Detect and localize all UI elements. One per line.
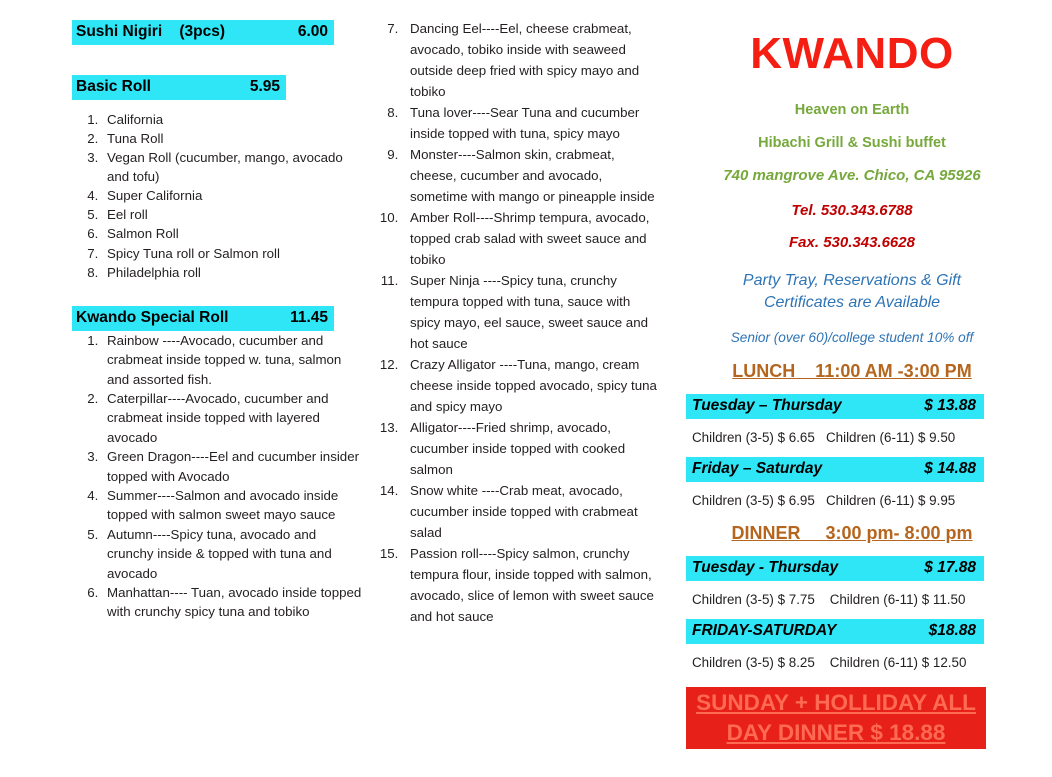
lunch-price-row-tuesday-thursday: [686, 394, 984, 419]
section-price: 5.95: [249, 77, 280, 95]
banner-line-1: SUNDAY + HOLLIDAY ALL: [696, 690, 976, 716]
price-label: $18.88: [928, 622, 976, 640]
children-price-row: Children (3-5) $ 7.75 Children (6-11) $ 11.50: [692, 592, 966, 608]
list-item: 11. Super Ninja ----Spicy tuna, crunchy tempura topped with tuna, sauce with spicy mayo, eel sauce, sweet sauce and hot sauce: [402, 270, 662, 354]
list-item: 2. Tuna Roll: [102, 129, 366, 148]
list-item: 6. Manhattan---- Tuan, avocado inside topped with crunchy spicy tuna and tobiko: [102, 583, 366, 622]
price-label: $ 14.88: [924, 460, 976, 478]
children-price-row: Children (3-5) $ 6.95 Children (6-11) $ 9.95: [692, 493, 956, 509]
list-item: 7. Dancing Eel----Eel, cheese crabmeat, avocado, tobiko inside with seaweed outside deep fried with spicy mayo and tobiko: [402, 18, 662, 102]
list-item: 8. Philadelphia roll: [102, 263, 366, 282]
list-item: 5. Eel roll: [102, 205, 366, 224]
address: 740 mangrove Ave. Chico, CA 95926: [723, 167, 981, 184]
list-item: 2. Caterpillar----Avocado, cucumber and crabmeat inside topped with layered avocado: [102, 389, 366, 447]
tagline: Heaven on Earth: [794, 102, 910, 118]
children-price-row: Children (3-5) $ 8.25 Children (6-11) $ 12.50: [692, 655, 967, 671]
section-price: 6.00: [297, 23, 328, 40]
restaurant-name: KWANDO: [750, 29, 954, 78]
left-column: [16, 14, 366, 777]
lunch-price-row-friday-saturday: [686, 457, 984, 482]
list-item: 5. Autumn----Spicy tuna, avocado and crunchy inside & topped with tuna and avocado: [102, 525, 366, 583]
section-header-basic-roll: [72, 75, 286, 100]
dinner-header: DINNER 3:00 pm- 8:00 pm: [731, 523, 973, 544]
list-item: 10. Amber Roll----Shrimp tempura, avocado, topped crab salad with sweet sauce and tobiko: [402, 207, 662, 270]
list-item: 14. Snow white ----Crab meat, avocado, cucumber inside topped with crabmeat salad: [402, 480, 662, 543]
list-item: 13. Alligator----Fried shrimp, avocado, cucumber inside topped with cooked salmon: [402, 417, 662, 480]
middle-column: [366, 14, 662, 777]
days-label: FRIDAY-SATURDAY: [692, 622, 837, 640]
special-roll-list: [72, 331, 366, 622]
section-header-sushi-nigiri: [72, 20, 334, 45]
list-item: 7. Spicy Tuna roll or Salmon roll: [102, 244, 366, 263]
list-item: 1. California: [102, 110, 366, 129]
list-item: 12. Crazy Alligator ----Tuna, mango, cream cheese inside topped avocado, spicy tuna and spicy mayo: [402, 354, 662, 417]
list-item: 3. Green Dragon----Eel and cucumber insider topped with Avocado: [102, 447, 366, 486]
list-item: 8. Tuna lover----Sear Tuna and cucumber inside topped with tuna, spicy mayo: [402, 102, 662, 144]
party-tray-line-1: Party Tray, Reservations & Gift: [742, 272, 962, 289]
price-label: $ 13.88: [924, 397, 976, 415]
dinner-price-row-tuesday-thursday: [686, 556, 984, 581]
list-item: 15. Passion roll----Spicy salmon, crunchy tempura flour, inside topped with salmon, avocado, slice of lemon with sweet sauce and hot sauce: [402, 543, 662, 627]
list-item: 4. Summer----Salmon and avocado inside topped with salmon sweet mayo sauce: [102, 486, 366, 525]
spacer: [72, 100, 366, 110]
section-title: Kwando Special Roll: [76, 308, 229, 326]
basic-roll-list: [72, 110, 366, 282]
lunch-header: LUNCH 11:00 AM -3:00 PM: [732, 361, 972, 382]
list-item: 6. Salmon Roll: [102, 224, 366, 243]
children-price-row: Children (3-5) $ 6.65 Children (6-11) $ 9.50: [692, 430, 956, 446]
list-item: 4. Super California: [102, 186, 366, 205]
dinner-price-row-friday-saturday: [686, 619, 984, 644]
tagline-secondary: Hibachi Grill & Sushi buffet: [758, 135, 946, 151]
spacer: [72, 45, 366, 75]
section-title: Sushi Nigiri (3pcs): [76, 23, 225, 40]
section-title: Basic Roll: [76, 77, 151, 95]
banner-line-2: DAY DINNER $ 18.88: [726, 719, 946, 745]
list-item: 3. Vegan Roll (cucumber, mango, avocado and tofu): [102, 148, 366, 186]
party-tray-line-2: Certificates are Available: [763, 293, 941, 311]
party-tray-notice: [686, 270, 1018, 313]
right-column: [662, 14, 1018, 777]
sunday-holiday-banner: [686, 687, 986, 749]
section-header-kwando-special-roll: [72, 306, 334, 331]
section-price: 11.45: [290, 308, 328, 326]
spacer: [72, 282, 366, 306]
fax: Fax. 530.343.6628: [789, 234, 915, 251]
special-roll-list-continued: [366, 18, 662, 627]
list-item: 9. Monster----Salmon skin, crabmeat, cheese, cucumber and avocado, sometime with mango or pineapple inside: [402, 144, 662, 207]
list-item: 1. Rainbow ----Avocado, cucumber and crabmeat inside topped w. tuna, salmon and assorted fish.: [102, 331, 366, 389]
price-label: $ 17.88: [924, 559, 976, 577]
days-label: Tuesday – Thursday: [692, 397, 842, 415]
days-label: Tuesday - Thursday: [692, 559, 839, 577]
days-label: Friday – Saturday: [692, 460, 823, 478]
telephone: Tel. 530.343.6788: [791, 202, 913, 219]
senior-discount-notice: Senior (over 60)/college student 10% off: [730, 330, 974, 346]
